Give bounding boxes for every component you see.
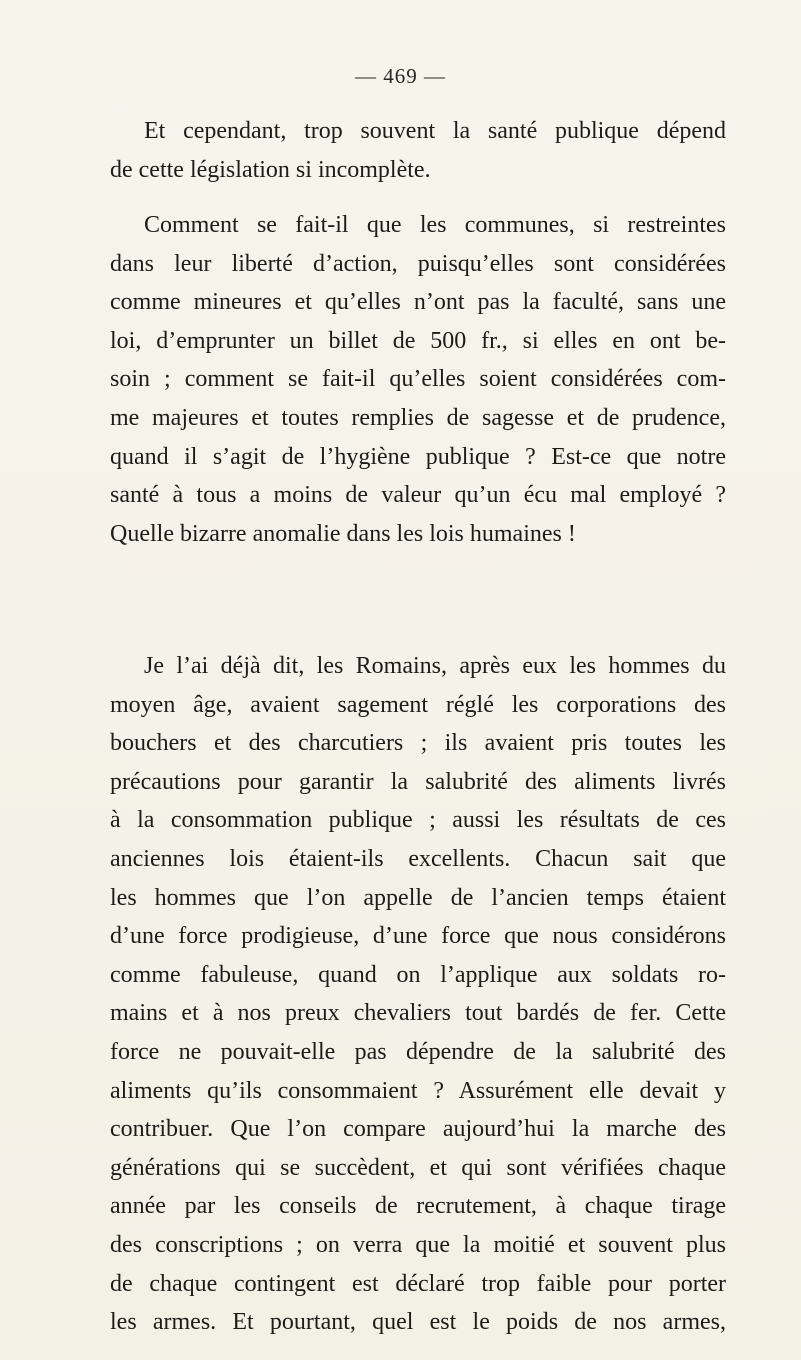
text-line: anciennes lois étaient-ils excellents. Chacun sait que [110,845,726,872]
text-line: précautions pour garantir la salubrité des aliments livrés [110,768,726,795]
text-line: aliments qu’ils consommaient ? Assurément elle devait y [110,1077,726,1104]
text-line: dans leur liberté d’action, puisqu’elles sont considérées [110,250,726,277]
text-line: les armes. Et pourtant, quel est le poids de nos armes, [110,1309,726,1336]
text-line: Comment se fait-il que les communes, si restreintes [144,212,726,238]
text-line: Je l’ai déjà dit, les Romains, après eux les hommes du [144,653,726,679]
text-line: comme mineures et qu’elles n’ont pas la faculté, sans une [110,289,726,316]
text-line: mains et à nos preux chevaliers tout bardés de fer. Cette [110,1000,726,1027]
page-number: — 469 — [355,64,446,88]
text-line: soin ; comment se fait-il qu’elles soient considérées com- [110,366,726,393]
text-line: Quelle bizarre anomalie dans les lois humaines ! [110,520,576,547]
text-line: année par les conseils de recrutement, à chaque tirage [110,1193,726,1220]
text-line: d’une force prodigieuse, d’une force que nous considérons [110,923,726,950]
text-line: bouchers et des charcutiers ; ils avaient pris toutes les [110,730,726,757]
text-line: de chaque contingent est déclaré trop faible pour porter [110,1270,726,1297]
text-line: quand il s’agit de l’hygiène publique ? Est-ce que notre [110,443,726,470]
text-line: me majeures et toutes remplies de sagesse et de prudence, [110,404,726,431]
text-line: contribuer. Que l’on compare aujourd’hui la marche des [110,1116,726,1143]
text-line: moyen âge, avaient sagement réglé les corporations des [110,691,726,718]
paragraph-2 [110,206,726,553]
paragraph-1 [110,112,726,189]
text-line: les hommes que l’on appelle de l’ancien temps étaient [110,884,726,911]
text-line: des conscriptions ; on verra que la moitié et souvent plus [110,1231,726,1258]
paragraph-3 [110,647,726,1342]
text-line: Et cependant, trop souvent la santé publique dépend [144,118,726,144]
text-line: à la consommation publique ; aussi les résultats de ces [110,807,726,834]
text-line: loi, d’emprunter un billet de 500 fr., si elles en ont be- [110,327,726,354]
text-line: générations qui se succèdent, et qui sont vérifiées chaque [110,1154,726,1181]
text-line: de cette législation si incomplète. [110,156,431,183]
text-line: santé à tous a moins de valeur qu’un écu mal employé ? [110,482,726,509]
text-line: force ne pouvait-elle pas dépendre de la salubrité des [110,1038,726,1065]
text-line: comme fabuleuse, quand on l’applique aux soldats ro- [110,961,726,988]
